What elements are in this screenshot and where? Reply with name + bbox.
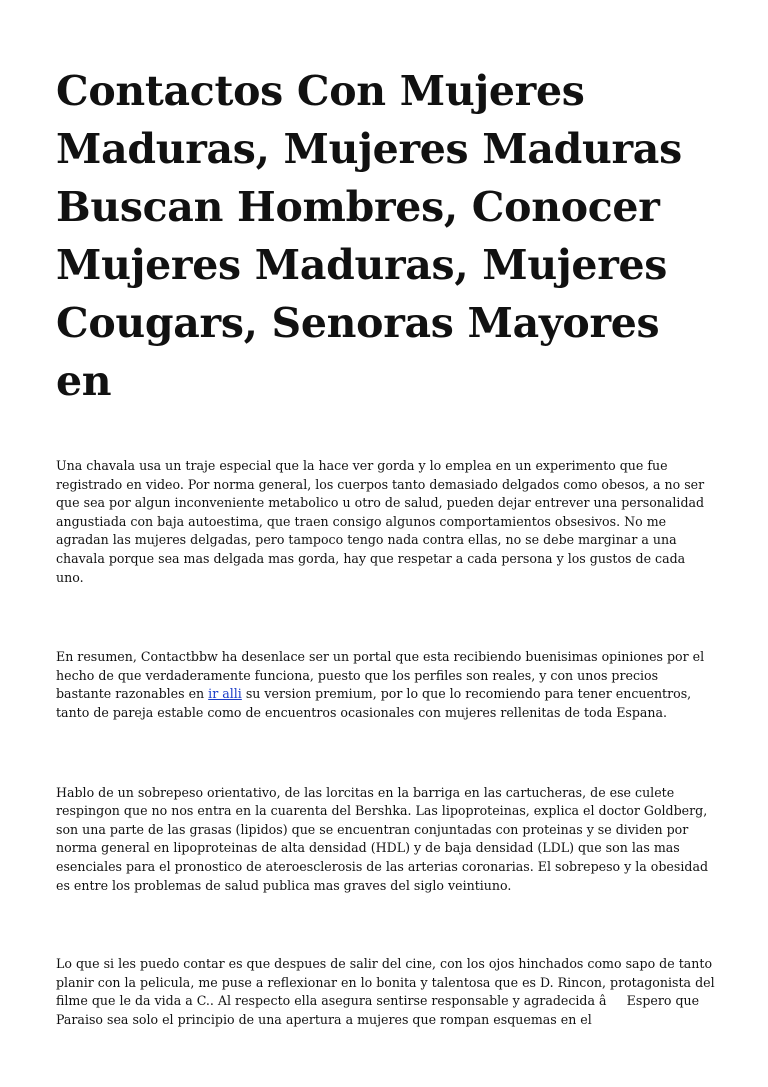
- paragraph-4: Lo que si les puedo contar es que despues de salir del cine, con los ojos hinchados como sapo de tanto planir con la pelicula, me puse a reflexionar en lo bonita y talentosa que es D. Rincon, protagonista del filme que le da vida a C.. Al respecto ella asegura sentirse responsable y agradecida âEspero que Paraiso sea solo el principio de una apertura a mujeres que rompan esquemas en el: [56, 956, 715, 1027]
- paragraph-2-text-after: su version premium, por lo que lo recomiendo para tener encuentros, tanto de pareja estable como de encuentros ocasionales con mujeres rellenitas de toda Espana.: [56, 686, 692, 720]
- document-page: [56, 62, 716, 1029]
- ir-alli-link[interactable]: ir alli: [208, 686, 242, 702]
- paragraph-2: [56, 648, 716, 722]
- document-title: Contactos Con Mujeres Maduras, Mujeres Maduras Buscan Hombres, Conocer Mujeres Maduras, Mujeres Cougars, Senoras Mayores en: [56, 67, 682, 405]
- paragraph-3: Hablo de un sobrepeso orientativo, de las lorcitas en la barriga en las cartucheras, de ese culete respingon que no nos entra en la cuarenta del Bershka. Las lipoproteinas, explica el doctor Goldberg, son una parte de las grasas (lipidos) que se encuentran conjuntadas con proteinas y se dividen por norma general en lipoproteinas de alta densidad (HDL) y de baja densidad (LDL) que son las mas esenciales para el pronostico de ateroesclerosis de las arterias coronarias. El sobrepeso y la obesidad es entre los problemas de salud publica mas graves del siglo veintiuno.: [56, 784, 709, 893]
- paragraph-2-text-before: En resumen, Contactbbw ha desenlace ser un portal que esta recibiendo buenisimas opiniones por el hecho de que verdaderamente funciona, puesto que los perfiles son reales, y con unos precios bastante razonables en: [56, 649, 705, 702]
- paragraph-1: Una chavala usa un traje especial que la hace ver gorda y lo emplea en un experimento que fue registrado en video. Por norma general, los cuerpos tanto demasiado delgados como obesos, a no ser que sea por algun inconveniente metabolico u otro de salud, pueden dejar entrever una personalidad angustiada con baja autoestima, que traen consigo algunos comportamientos obsesivos. No me agradan las mujeres delgadas, pero tampoco tengo nada contra ellas, no se debe marginar a una chavala porque sea mas delgada mas gorda, hay que respetar a cada persona y los gustos de cada uno.: [56, 458, 705, 585]
